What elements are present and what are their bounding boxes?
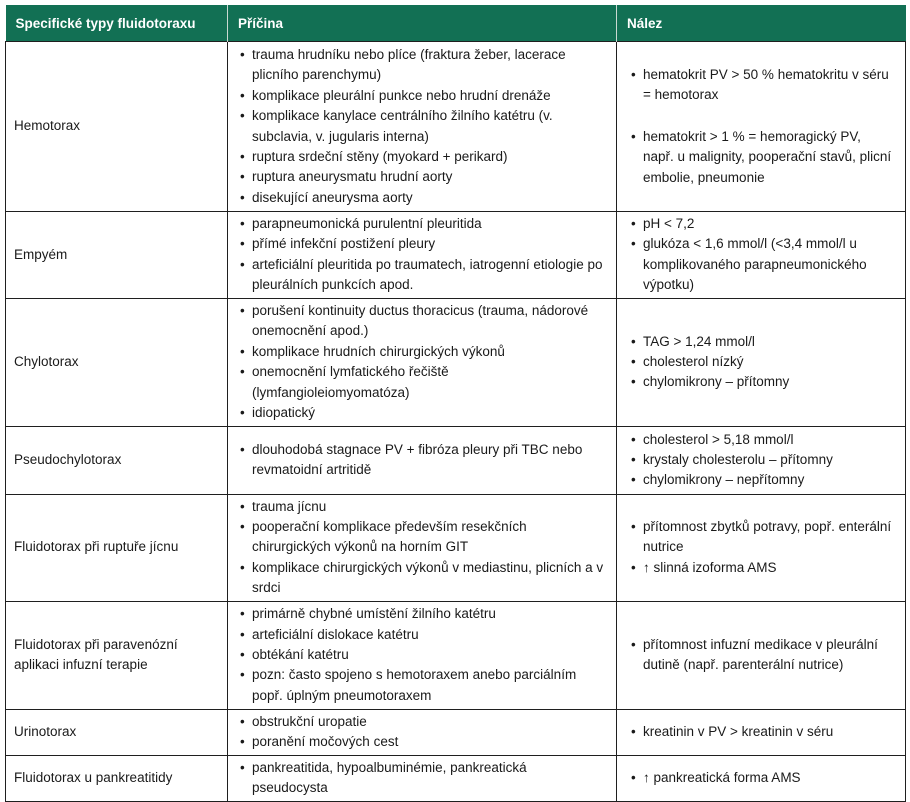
finding-item: • kreatinin v PV > kreatinin v séru (631, 722, 895, 742)
cause-cell (228, 709, 617, 755)
finding-item: • krystaly cholesterolu – přítomny (631, 450, 895, 470)
cause-item: • obtékání katétru (240, 645, 606, 665)
table-row (6, 42, 906, 212)
finding-item: • chylomikrony – nepřítomny (631, 470, 895, 490)
table-row (6, 755, 906, 801)
cause-item: • primárně chybné umístění žilního katétru (240, 604, 606, 624)
type-cell: Chylotorax (6, 298, 228, 426)
finding-item: • glukóza < 1,6 mmol/l (<3,4 mmol/l u komplikovaného parapneumonického výpotku) (631, 234, 895, 295)
finding-item: • cholesterol > 5,18 mmol/l (631, 430, 895, 450)
cause-item: • komplikace hrudních chirurgických výkonů (240, 342, 606, 362)
cause-item: • pozn: často spojeno s hemotoraxem anebo parciálním popř. úplným pneumotoraxem (240, 665, 606, 706)
finding-cell (617, 601, 906, 709)
cause-item: • dlouhodobá stagnace PV + fibróza pleury při TBC nebo revmatoidní artritidě (240, 440, 606, 481)
cause-item: • ruptura srdeční stěny (myokard + perikard) (240, 147, 606, 167)
header-row (6, 5, 906, 42)
type-cell: Fluidotorax při ruptuře jícnu (6, 494, 228, 601)
type-cell: Fluidotorax při paravenózní aplikaci infuzní terapie (6, 601, 228, 709)
header-type: Specifické typy fluidotoraxu (6, 5, 228, 42)
cause-item: • disekující aneurysma aorty (240, 188, 606, 208)
cause-list (240, 758, 606, 799)
cause-item: • porušení kontinuity ductus thoracicus (trauma, nádorové onemocnění apod.) (240, 301, 606, 342)
finding-cell (617, 212, 906, 299)
finding-cell (617, 494, 906, 601)
type-cell: Pseudochylotorax (6, 426, 228, 494)
type-cell: Hemotorax (6, 42, 228, 212)
cause-list (240, 214, 606, 296)
cause-item: • onemocnění lymfatického řečiště (lymfangioleiomyomatóza) (240, 362, 606, 403)
finding-cell (617, 42, 906, 212)
finding-item: • hematokrit PV > 50 % hematokritu v séru = hemotorax (631, 65, 895, 106)
cause-cell (228, 601, 617, 709)
finding-list (631, 722, 895, 742)
finding-item: • hematokrit > 1 % = hemoragický PV, např. u malignity, pooperační stavů, plicní embolie, pneumonie (631, 127, 895, 188)
cause-item: • arteficiální dislokace katétru (240, 625, 606, 645)
finding-item: • pH < 7,2 (631, 214, 895, 234)
table-row (6, 212, 906, 299)
cause-list (240, 440, 606, 481)
finding-item: • ↑ slinná izoforma AMS (631, 558, 895, 578)
finding-list (631, 332, 895, 393)
finding-list (631, 214, 895, 296)
finding-list (631, 768, 895, 788)
cause-item: • pooperační komplikace především resekčních chirurgických výkonů na horním GIT (240, 517, 606, 558)
finding-list (631, 517, 895, 578)
cause-item: • přímé infekční postižení pleury (240, 234, 606, 254)
finding-list (631, 635, 895, 676)
cause-item: • trauma hrudníku nebo plíce (fraktura žeber, lacerace plicního parenchymu) (240, 45, 606, 86)
finding-list (631, 430, 895, 491)
finding-item: • chylomikrony – přítomny (631, 372, 895, 392)
finding-item: • TAG > 1,24 mmol/l (631, 332, 895, 352)
cause-list (240, 45, 606, 208)
cause-list (240, 497, 606, 599)
table-row (6, 426, 906, 494)
cause-item: • ruptura aneurysmatu hrudní aorty (240, 167, 606, 187)
finding-list (631, 65, 895, 188)
cause-item: • komplikace pleurální punkce nebo hrudní drenáže (240, 86, 606, 106)
finding-item: • přítomnost zbytků potravy, popř. enterální nutrice (631, 517, 895, 558)
fluidothorax-types-table (5, 5, 906, 802)
cause-cell (228, 298, 617, 426)
finding-cell (617, 755, 906, 801)
type-cell: Empyém (6, 212, 228, 299)
finding-item: • ↑ pankreatická forma AMS (631, 768, 895, 788)
cause-cell (228, 426, 617, 494)
cause-item: • trauma jícnu (240, 497, 606, 517)
finding-cell (617, 298, 906, 426)
table-row (6, 709, 906, 755)
cause-item: • idiopatický (240, 403, 606, 423)
type-cell: Fluidotorax u pankreatitidy (6, 755, 228, 801)
cause-item: • arteficiální pleuritida po traumatech, iatrogenní etiologie po pleurálních punkcích apod. (240, 255, 606, 296)
cause-cell (228, 494, 617, 601)
cause-item: • komplikace chirurgických výkonů v mediastinu, plicních a v srdci (240, 558, 606, 599)
finding-cell (617, 709, 906, 755)
cause-cell (228, 42, 617, 212)
type-cell: Urinotorax (6, 709, 228, 755)
cause-item: • pankreatitida, hypoalbuminémie, pankreatická pseudocysta (240, 758, 606, 799)
cause-item: • parapneumonická purulentní pleuritida (240, 214, 606, 234)
header-cause: Příčina (228, 5, 617, 42)
cause-list (240, 604, 606, 706)
cause-list (240, 301, 606, 423)
finding-item: • cholesterol nízký (631, 352, 895, 372)
finding-item: • přítomnost infuzní medikace v pleurální dutině (např. parenterální nutrice) (631, 635, 895, 676)
table-row (6, 601, 906, 709)
cause-cell (228, 212, 617, 299)
table-row (6, 298, 906, 426)
table-row (6, 494, 906, 601)
header-finding: Nález (617, 5, 906, 42)
cause-item: • poranění močových cest (240, 732, 606, 752)
cause-item: • obstrukční uropatie (240, 712, 606, 732)
cause-list (240, 712, 606, 753)
cause-cell (228, 755, 617, 801)
finding-cell (617, 426, 906, 494)
cause-item: • komplikace kanylace centrálního žilního katétru (v. subclavia, v. jugularis interna) (240, 106, 606, 147)
